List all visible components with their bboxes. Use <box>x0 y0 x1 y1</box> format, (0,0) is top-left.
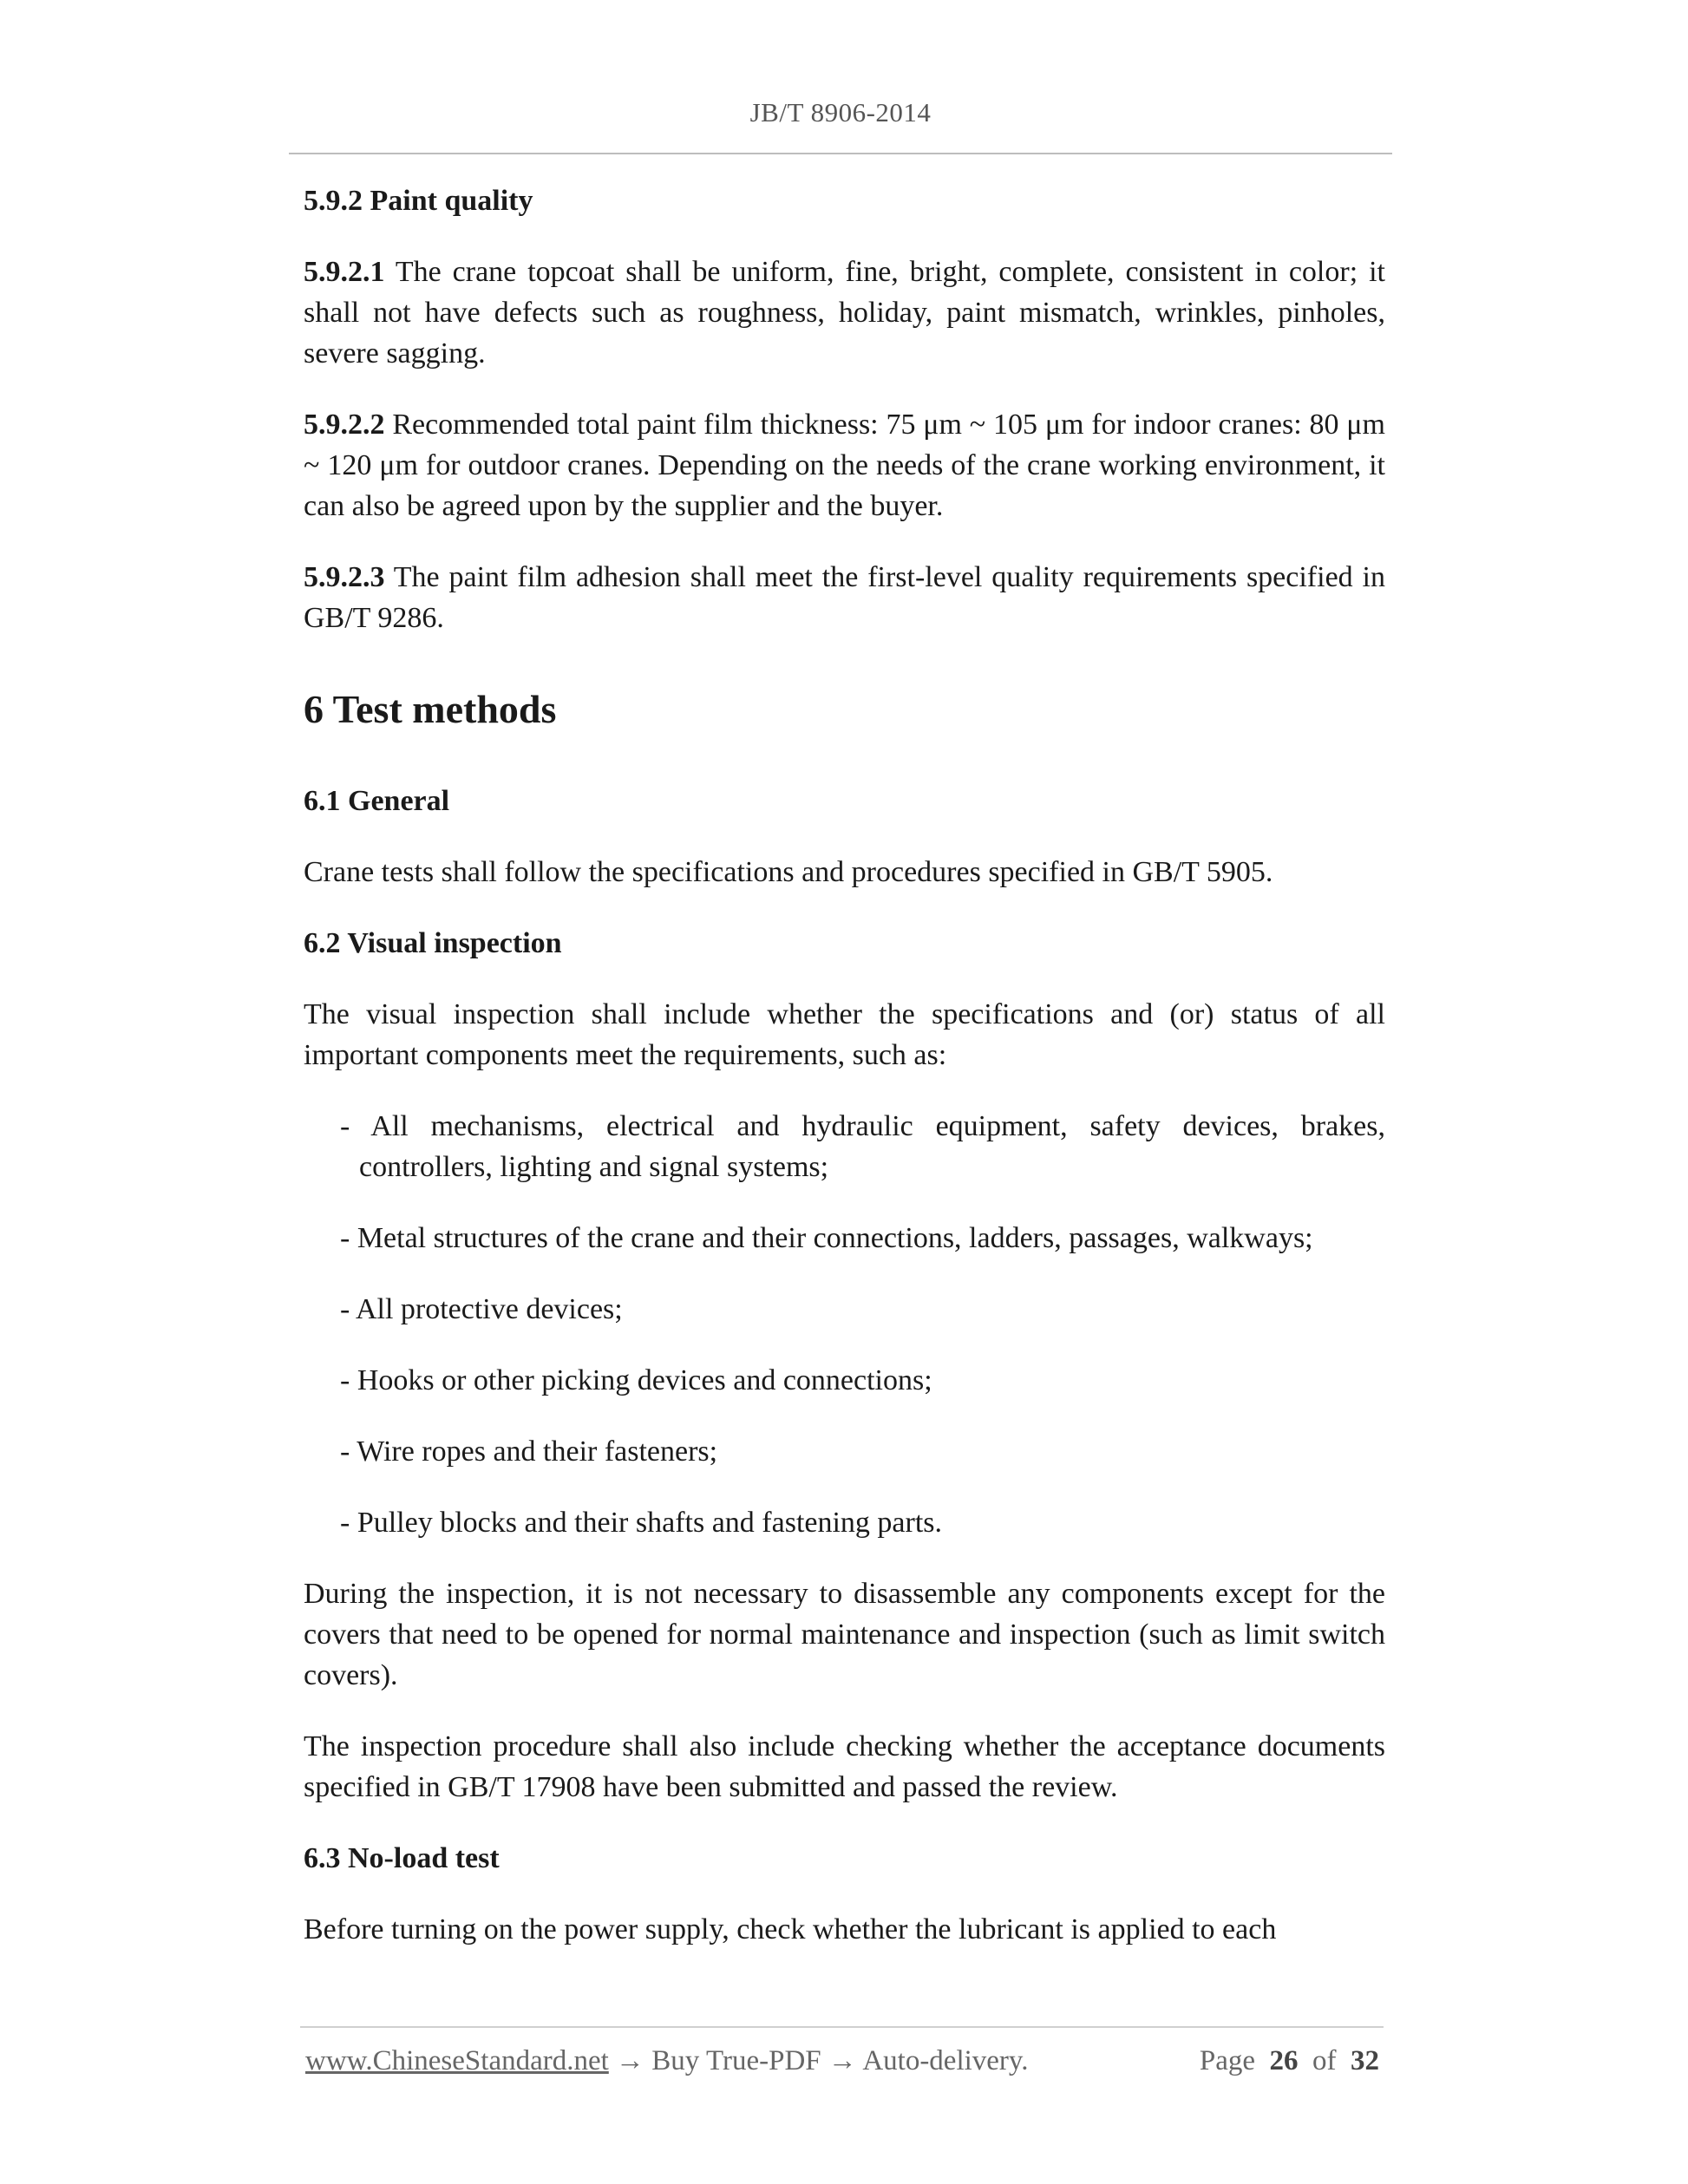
clause-text: The paint film adhesion shall meet the first-level quality requirements specified in GB/T 9286. <box>304 561 1385 634</box>
auto-delivery-text: Auto-delivery. <box>862 2045 1029 2076</box>
paragraph-5-9-2-2 <box>304 404 1385 526</box>
footer-promo <box>305 2045 1029 2077</box>
document-header: JB/T 8906-2014 <box>749 97 932 128</box>
heading-6-2: 6.2 Visual inspection <box>304 927 562 959</box>
clause-text: Recommended total paint film thickness: 75 μm ~ 105 μm for indoor cranes: 80 μm ~ 120 μm for outdoor cranes. Depending on the needs of the crane working environment, it can also be agreed upon by the supplier and the buyer. <box>304 409 1385 522</box>
paragraph-6-3: Before turning on the power supply, check whether the lubricant is applied to each <box>304 1913 1277 1945</box>
heading-6-1: 6.1 General <box>304 785 450 817</box>
page-of-label: of <box>1312 2045 1337 2076</box>
website-link[interactable]: www.ChineseStandard.net <box>305 2045 609 2076</box>
arrow-right-icon: → <box>821 2045 863 2076</box>
footer-divider <box>300 2026 1384 2028</box>
list-item: - Hooks or other picking devices and connections; <box>340 1364 932 1396</box>
page-label: Page <box>1199 2045 1255 2076</box>
clause-text: The crane topcoat shall be uniform, fine, bright, complete, consistent in color; it shall not have defects such as roughness, holiday, paint mismatch, wrinkles, pinholes, severe sagging. <box>304 256 1385 369</box>
paragraph-6-2-intro: The visual inspection shall include whether the specifications and (or) status of all important components meet the requirements, such as: <box>304 998 1385 1071</box>
clause-number: 5.9.2.2 <box>304 409 385 441</box>
paragraph-5-9-2-3 <box>304 557 1385 638</box>
heading-6: 6 Test methods <box>304 687 557 731</box>
paragraph-5-9-2-1 <box>304 252 1385 374</box>
page-indicator <box>1200 2045 1379 2077</box>
paragraph-6-2-procedure: The inspection procedure shall also include checking whether the acceptance documents specified in GB/T 17908 have been submitted and passed the review. <box>304 1730 1385 1803</box>
heading-5-9-2: 5.9.2 Paint quality <box>304 185 533 217</box>
paragraph-6-2-inspection: During the inspection, it is not necessary to disassemble any components except for the covers that need to be opened for normal maintenance and inspection (such as limit switch covers). <box>304 1578 1385 1691</box>
clause-number: 5.9.2.3 <box>304 561 385 593</box>
heading-6-3: 6.3 No-load test <box>304 1842 500 1874</box>
list-item: - All protective devices; <box>340 1293 623 1325</box>
paragraph-6-1: Crane tests shall follow the specifications and procedures specified in GB/T 5905. <box>304 856 1273 888</box>
page-current: 26 <box>1269 2045 1299 2076</box>
list-item: - Pulley blocks and their shafts and fastening parts. <box>340 1507 943 1539</box>
buy-pdf-text: Buy True-PDF <box>651 2045 821 2076</box>
list-item: - Metal structures of the crane and their connections, ladders, passages, walkways; <box>340 1222 1313 1254</box>
clause-number: 5.9.2.1 <box>304 256 385 288</box>
document-body <box>304 180 1385 1950</box>
arrow-right-icon: → <box>608 2045 652 2076</box>
header-divider <box>289 153 1392 154</box>
page-total: 32 <box>1351 2045 1379 2076</box>
list-item: - Wire ropes and their fasteners; <box>340 1435 718 1468</box>
list-item: - All mechanisms, electrical and hydraulic equipment, safety devices, brakes, controllers, lighting and signal systems; <box>340 1110 1385 1183</box>
page-footer <box>305 2045 1379 2077</box>
